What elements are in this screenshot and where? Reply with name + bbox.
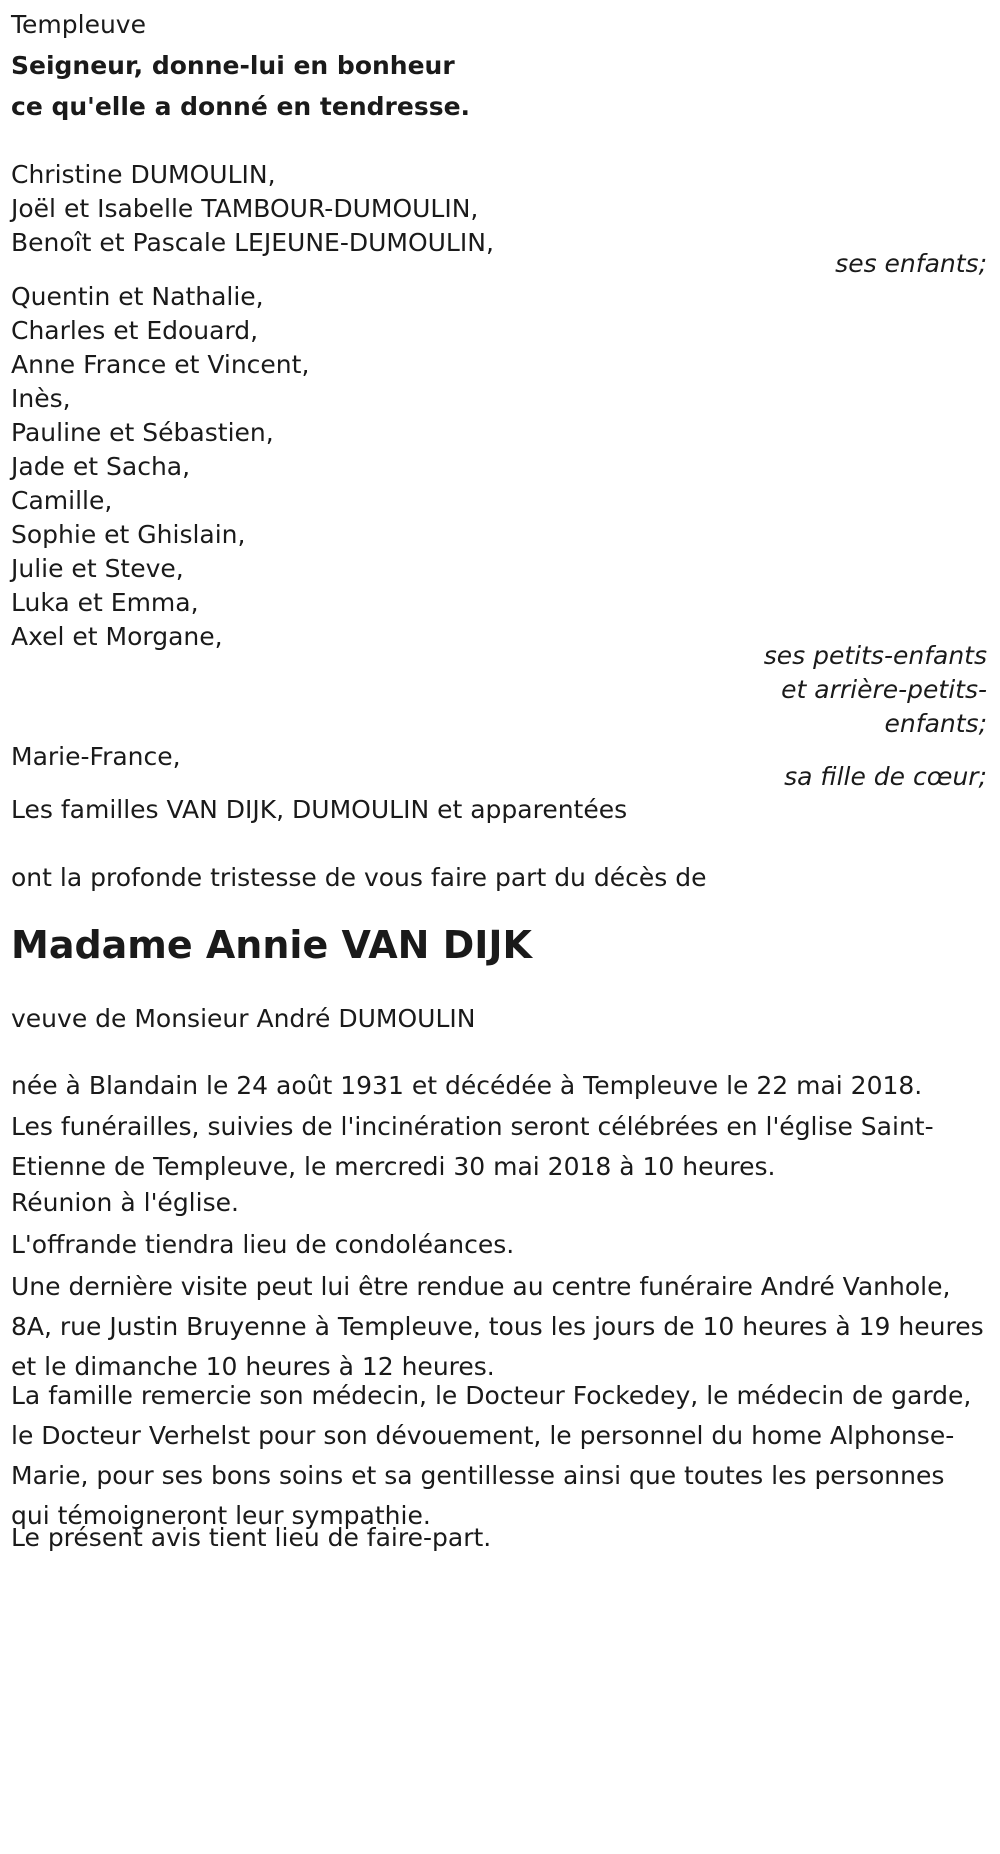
verse-line-2: ce qu'elle a donné en tendresse. [11, 92, 471, 121]
thanks-paragraph: La famille remercie son médecin, le Docteur Fockedey, le médecin de garde, le Docteur Verhelst pour son dévouement, le personnel du home Alphonse-Marie, pour ses bons soins et sa gentillesse ainsi que toutes les personnes qui témoigneront leur sympathie. [11, 1381, 972, 1530]
grandchild-name: Camille, [11, 486, 113, 515]
child-name: Christine DUMOULIN, [11, 160, 276, 189]
visit-paragraph: Une dernière visite peut lui être rendue au centre funéraire André Vanhole, 8A, rue Justin Bruyenne à Templeuve, tous les jours de 10 heures à 19 heures et le dimanche 10 heures à 12 heures. [11, 1272, 984, 1381]
grandchild-name: Charles et Edouard, [11, 316, 259, 345]
heart-daughter-name: Marie-France, [11, 742, 181, 771]
widow-of-line: veuve de Monsieur André DUMOULIN [11, 1004, 476, 1033]
grandchild-name: Pauline et Sébastien, [11, 418, 274, 447]
heart-daughter-role: sa fille de cœur; [784, 762, 987, 791]
children-role: ses enfants; [835, 249, 987, 278]
birth-death-line: née à Blandain le 24 août 1931 et décédée à Templeuve le 22 mai 2018. [11, 1071, 923, 1100]
meeting-paragraph: Réunion à l'église. [11, 1188, 239, 1217]
grandchild-name: Jade et Sacha, [11, 452, 191, 481]
offering-paragraph: L'offrande tiendra lieu de condoléances. [11, 1230, 515, 1259]
announcement-line: ont la profonde tristesse de vous faire part du décès de [11, 863, 707, 892]
grandchild-name: Sophie et Ghislain, [11, 520, 246, 549]
deceased-name: Madame Annie VAN DIJK [11, 923, 532, 967]
families-line: Les familles VAN DIJK, DUMOULIN et apparentées [11, 795, 628, 824]
grandchild-name: Anne France et Vincent, [11, 350, 310, 379]
grandchild-name: Julie et Steve, [11, 554, 184, 583]
grandchild-name: Quentin et Nathalie, [11, 282, 264, 311]
funeral-paragraph: Les funérailles, suivies de l'incinération seront célébrées en l'église Saint-Etienne de Templeuve, le mercredi 30 mai 2018 à 10 heures. [11, 1112, 934, 1181]
grandchildren-role-line: et arrière-petits- [781, 675, 987, 704]
grandchildren-role-line: enfants; [884, 709, 987, 738]
child-name: Benoît et Pascale LEJEUNE-DUMOULIN, [11, 228, 494, 257]
grandchild-name: Axel et Morgane, [11, 622, 223, 651]
place-heading: Templeuve [11, 10, 146, 39]
grandchild-name: Inès, [11, 384, 71, 413]
grandchild-name: Luka et Emma, [11, 588, 199, 617]
child-name: Joël et Isabelle TAMBOUR-DUMOULIN, [11, 194, 479, 223]
verse-line-1: Seigneur, donne-lui en bonheur [11, 51, 455, 80]
grandchildren-role-line: ses petits-enfants [763, 641, 987, 670]
closing-paragraph: Le présent avis tient lieu de faire-part. [11, 1523, 492, 1552]
